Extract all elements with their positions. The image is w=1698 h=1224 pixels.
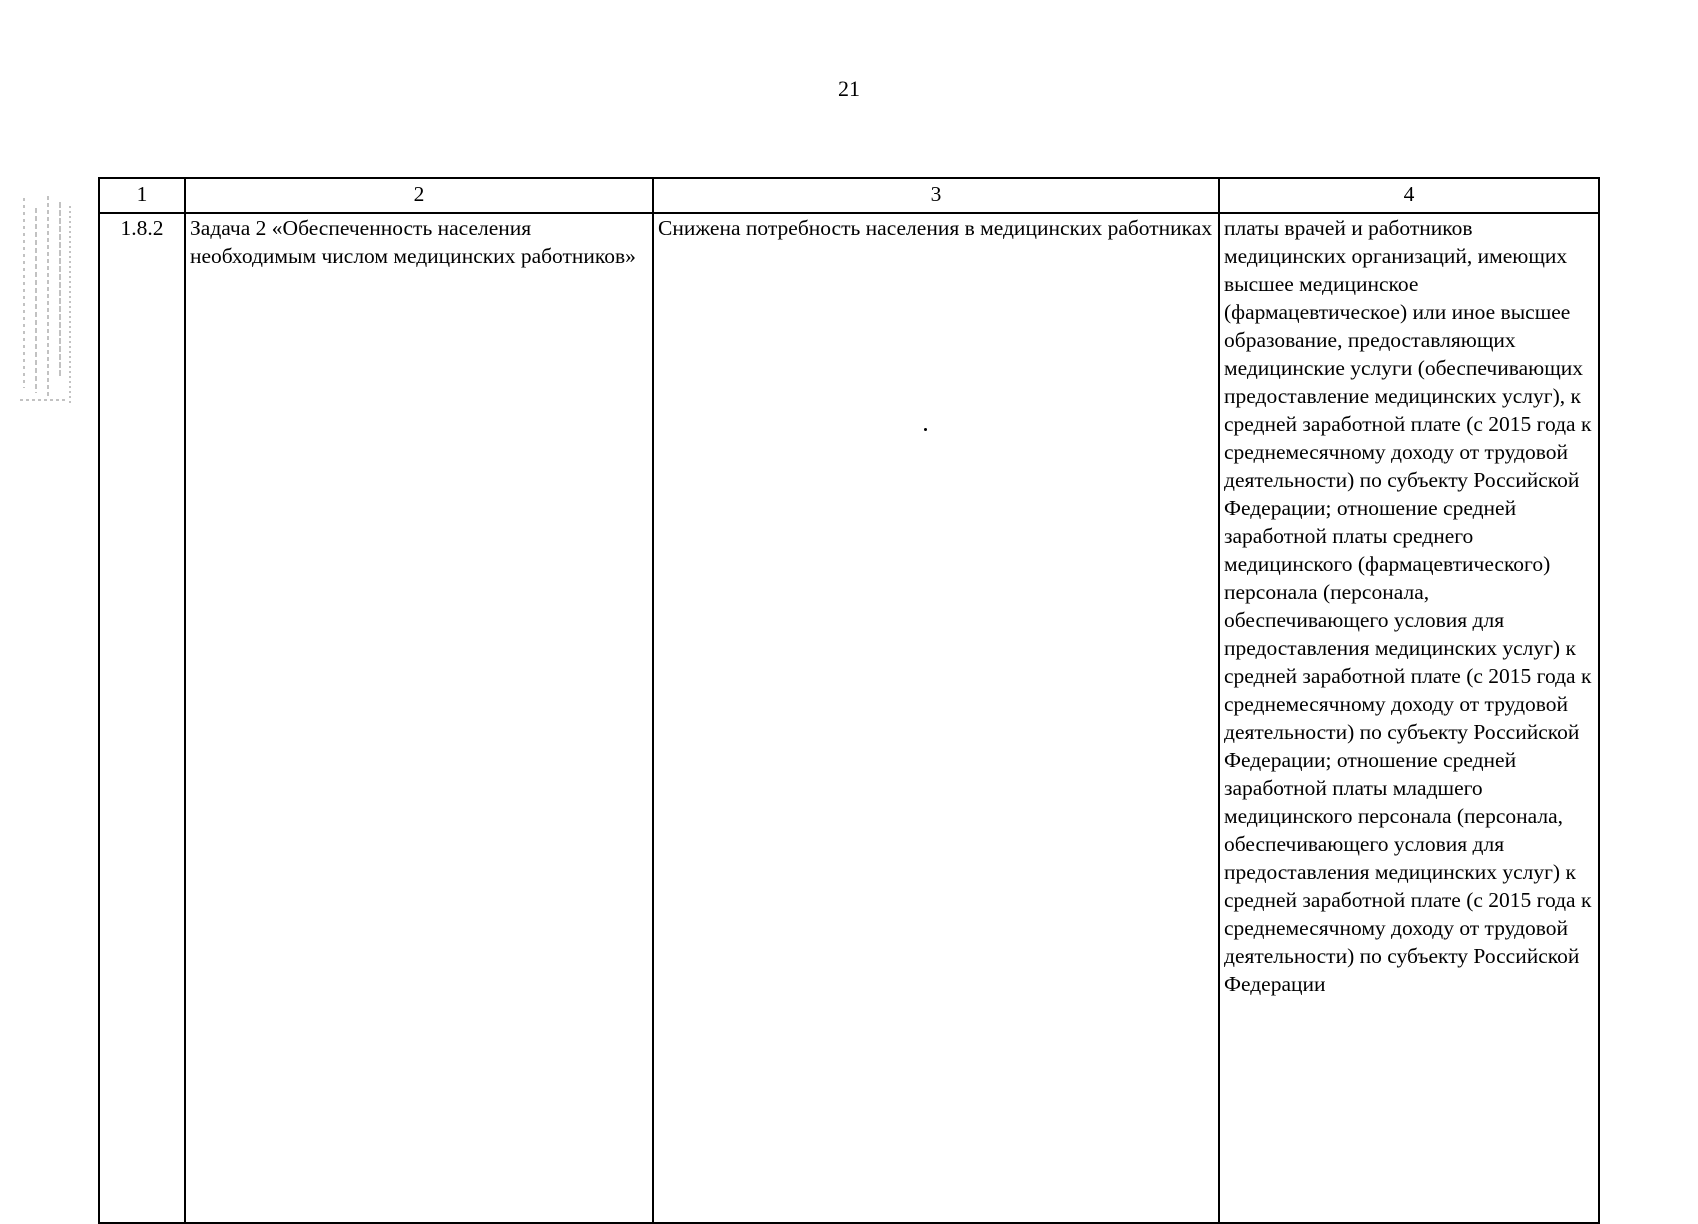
indicators-cell: платы врачей и работников медицинских организаций, имеющих высшее медицинское (фармацевтическое) или иное высшее образование, предоставляющих медицинские услуги (обеспечивающих предоставление медицинских услуг), к средней заработной плате (с 2015 года к среднемесячному доходу от трудовой деятельности) по субъекту Российской Федерации; отношение средней заработной платы среднего медицинского (фармацевтического) персонала (персонала, обеспечивающего условия для предоставления медицинских услуг) к средней заработной плате (с 2015 года к среднемесячному доходу от трудовой деятельности) по субъекту Российской Федерации; отношение средней заработной платы младшего медицинского персонала (персонала, обеспечивающего условия для предоставления медицинских услуг) к средней заработной плате (с 2015 года к среднемесячному доходу от трудовой деятельности) по субъекту Российской Федерации <box>1219 213 1599 1223</box>
column-header: 2 <box>185 178 653 213</box>
table-row <box>99 213 1599 1223</box>
row-number: 1.8.2 <box>99 213 185 1223</box>
table-header-row <box>99 178 1599 213</box>
document-table <box>98 177 1600 1224</box>
column-header: 3 <box>653 178 1219 213</box>
task-cell: Задача 2 «Обеспеченность населения необходимым числом медицинских работников» <box>185 213 653 1223</box>
column-header: 4 <box>1219 178 1599 213</box>
column-header: 1 <box>99 178 185 213</box>
registration-stamp <box>18 188 76 406</box>
result-cell: Снижена потребность населения в медицинских работниках <box>653 213 1219 1223</box>
page-number: 21 <box>838 76 860 101</box>
